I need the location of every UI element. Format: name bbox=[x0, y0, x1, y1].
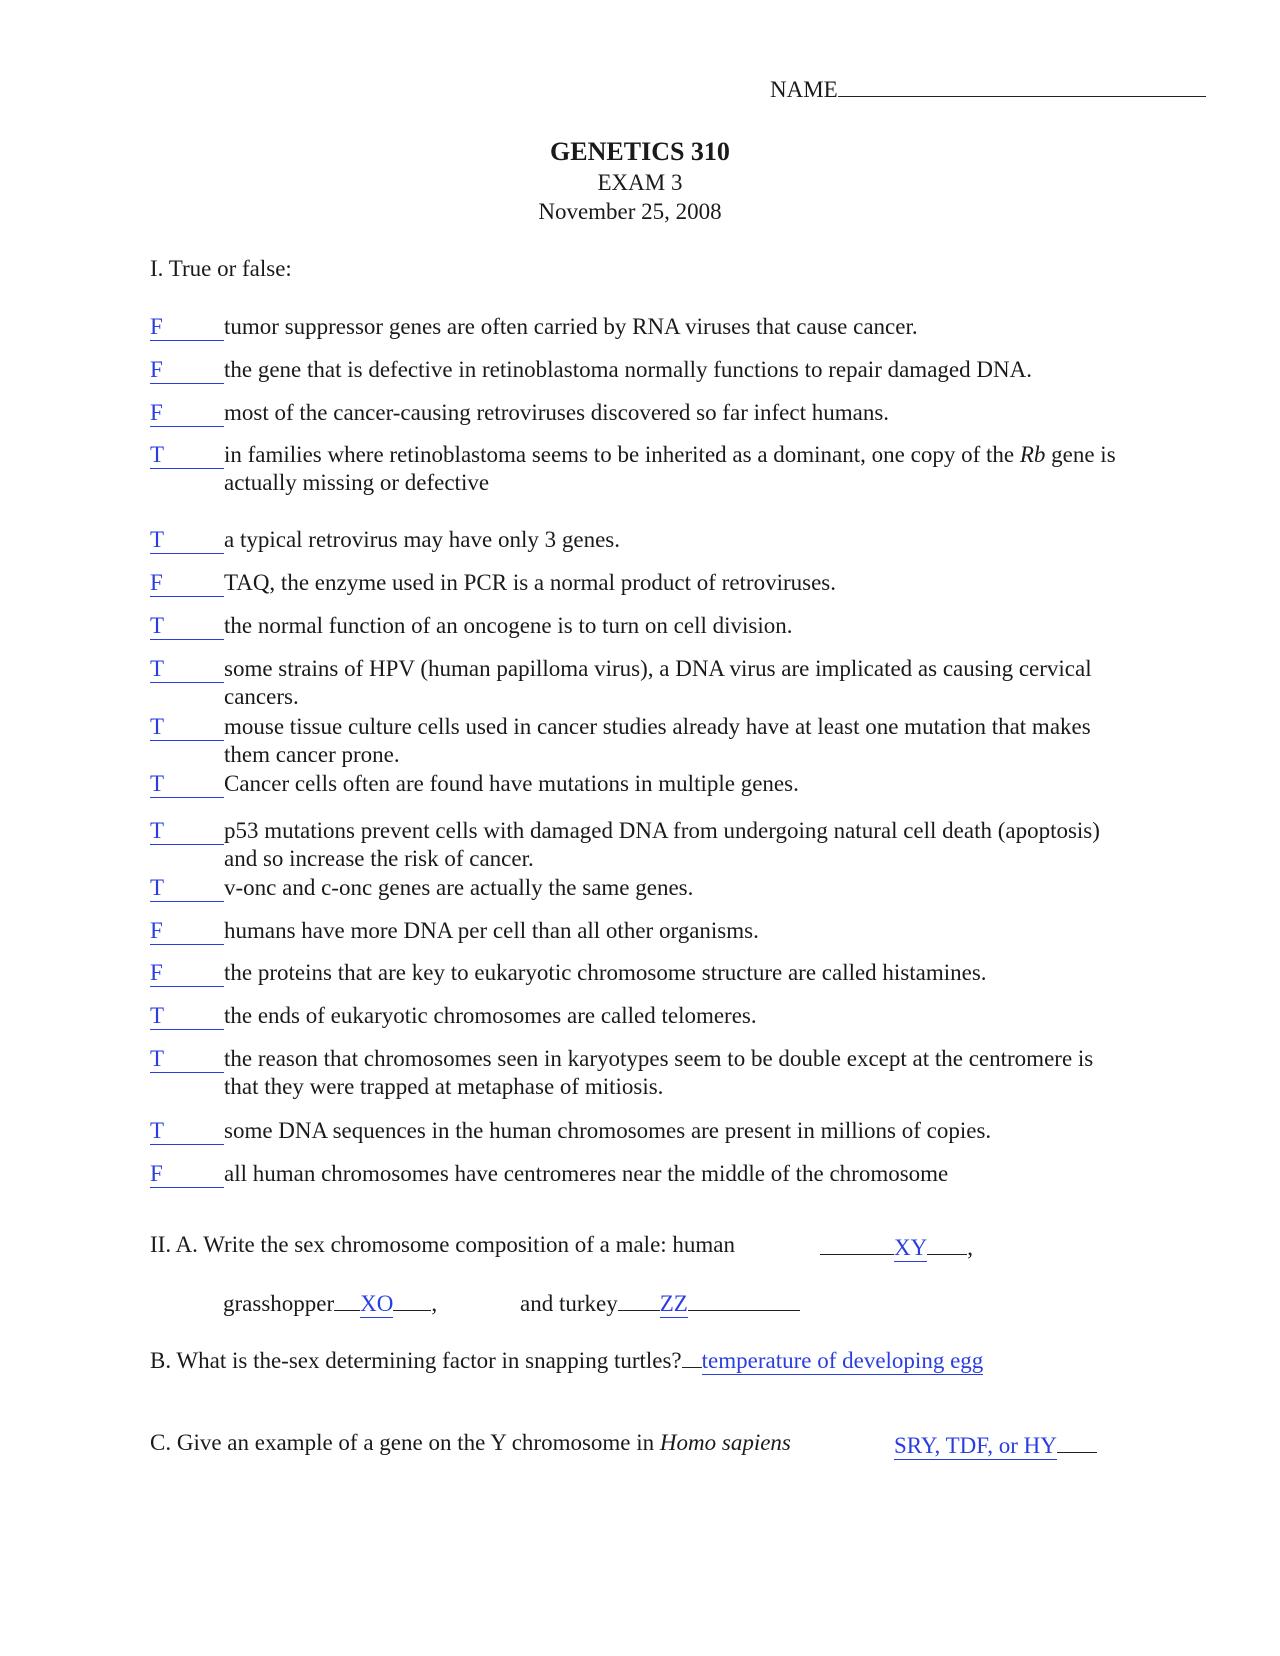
answer-blank[interactable]: T bbox=[150, 1045, 224, 1073]
true-false-item bbox=[150, 1002, 1130, 1030]
answer-blank[interactable]: T bbox=[150, 874, 224, 902]
answer-blank[interactable]: T bbox=[150, 655, 224, 683]
true-false-item bbox=[150, 817, 1130, 873]
statement-text: the proteins that are key to eukaryotic chromosome structure are called histamines. bbox=[224, 960, 987, 985]
true-false-item bbox=[150, 569, 1130, 597]
answer-blank[interactable]: F bbox=[150, 399, 224, 427]
page-title: GENETICS 310 bbox=[550, 137, 730, 166]
section-1-heading: I. True or false: bbox=[150, 256, 292, 281]
turkey-label: and turkey bbox=[520, 1291, 618, 1316]
gene-name: Rb bbox=[1019, 442, 1046, 467]
exam-date: November 25, 2008 bbox=[538, 199, 722, 224]
name-label: NAME bbox=[770, 77, 838, 102]
grasshopper-blank-lead[interactable] bbox=[334, 1288, 360, 1311]
statement-text: mouse tissue culture cells used in cancer studies already have at least one mutation that makes them cancer prone. bbox=[224, 714, 1091, 767]
answer-blank[interactable]: F bbox=[150, 959, 224, 987]
statement-text: humans have more DNA per cell than all other organisms. bbox=[224, 918, 759, 943]
true-false-item bbox=[150, 313, 1130, 341]
statement-text bbox=[224, 441, 1130, 497]
true-false-item bbox=[150, 612, 1130, 640]
section-2b-row bbox=[150, 1345, 983, 1375]
statement-text: the ends of eukaryotic chromosomes are called telomeres. bbox=[224, 1003, 757, 1028]
statement-part: gene is actually missing or defective bbox=[224, 442, 1116, 495]
section-2a-row bbox=[150, 1232, 735, 1258]
statement-text: the normal function of an oncogene is to turn on cell division. bbox=[224, 613, 793, 638]
true-false-item bbox=[150, 1160, 1130, 1188]
answer-blank[interactable]: F bbox=[150, 313, 224, 341]
statement-text: the reason that chromosomes seen in karyotypes seem to be double except at the centromere is that they were trapped at metaphase of mitiosis. bbox=[224, 1046, 1094, 1099]
true-false-item bbox=[150, 1045, 1130, 1101]
true-false-item bbox=[150, 917, 1130, 945]
true-false-item bbox=[150, 655, 1130, 711]
section-2c-prompt: C. Give an example of a gene on the Y chromosome in bbox=[150, 1430, 660, 1455]
true-false-item bbox=[150, 713, 1130, 769]
y-gene-answer-field[interactable] bbox=[894, 1430, 1097, 1460]
statement-text: TAQ, the enzyme used in PCR is a normal product of retroviruses. bbox=[224, 570, 837, 595]
answer-blank[interactable]: F bbox=[150, 356, 224, 384]
grasshopper-label: grasshopper bbox=[223, 1291, 335, 1316]
grasshopper-answer: XO bbox=[360, 1291, 394, 1316]
answer-blank[interactable]: T bbox=[150, 713, 224, 741]
exam-label: EXAM 3 bbox=[597, 170, 683, 195]
turkey-row bbox=[520, 1288, 800, 1318]
statement-text: p53 mutations prevent cells with damaged DNA from undergoing natural cell death (apoptosis) and so increase the risk of cancer. bbox=[224, 818, 1100, 871]
answer-blank[interactable]: T bbox=[150, 1117, 224, 1145]
human-answer-field[interactable] bbox=[820, 1232, 973, 1262]
answer-blank[interactable]: T bbox=[150, 526, 224, 554]
answer-blank[interactable]: T bbox=[150, 770, 224, 798]
statement-text: v-onc and c-onc genes are actually the same genes. bbox=[224, 875, 694, 900]
true-false-item bbox=[150, 874, 1130, 902]
statement-text: tumor suppressor genes are often carried by RNA viruses that cause cancer. bbox=[224, 314, 918, 339]
answer-blank[interactable]: T bbox=[150, 441, 224, 469]
name-field[interactable] bbox=[770, 74, 1206, 103]
grasshopper-row bbox=[223, 1288, 437, 1318]
human-blank-lead bbox=[820, 1232, 894, 1255]
true-false-item bbox=[150, 526, 1130, 554]
true-false-item bbox=[150, 441, 1130, 497]
section-2b-prompt: B. What is the-sex determining factor in snapping turtles? bbox=[150, 1348, 682, 1373]
statement-text: the gene that is defective in retinoblastoma normally functions to repair damaged DNA. bbox=[224, 357, 1032, 382]
answer-blank[interactable]: F bbox=[150, 917, 224, 945]
true-false-item bbox=[150, 356, 1130, 384]
answer-blank[interactable]: T bbox=[150, 612, 224, 640]
section-2a-prompt: II. A. Write the sex chromosome composition of a male: human bbox=[150, 1232, 736, 1257]
answer-blank[interactable]: F bbox=[150, 569, 224, 597]
statement-text: some DNA sequences in the human chromosomes are present in millions of copies. bbox=[224, 1118, 992, 1143]
statement-text: Cancer cells often are found have mutations in multiple genes. bbox=[224, 771, 799, 796]
true-false-item bbox=[150, 959, 1130, 987]
true-false-item bbox=[150, 399, 1130, 427]
answer-blank[interactable]: T bbox=[150, 1002, 224, 1030]
y-gene-answer: SRY, TDF, or HY bbox=[894, 1433, 1057, 1458]
statement-text: some strains of HPV (human papilloma virus), a DNA virus are implicated as causing cervical cancers. bbox=[224, 656, 1092, 709]
true-false-item bbox=[150, 1117, 1130, 1145]
turkey-answer: ZZ bbox=[659, 1291, 688, 1316]
turkey-blank-lead[interactable] bbox=[618, 1288, 660, 1311]
statement-text: most of the cancer-causing retroviruses discovered so far infect humans. bbox=[224, 400, 890, 425]
answer-blank[interactable]: T bbox=[150, 817, 224, 845]
name-blank-line[interactable] bbox=[838, 74, 1206, 97]
turtle-blank-lead[interactable] bbox=[682, 1345, 702, 1368]
grasshopper-blank-tail[interactable] bbox=[393, 1288, 431, 1311]
turtle-answer: temperature of developing egg bbox=[701, 1348, 984, 1373]
true-false-item bbox=[150, 770, 1130, 798]
turkey-blank-tail[interactable] bbox=[688, 1288, 800, 1311]
human-answer: XY bbox=[894, 1235, 928, 1260]
answer-blank[interactable]: F bbox=[150, 1160, 224, 1188]
comma: , bbox=[967, 1235, 973, 1260]
statement-text: all human chromosomes have centromeres near the middle of the chromosome bbox=[224, 1161, 949, 1186]
section-2c-row bbox=[150, 1430, 791, 1456]
comma: , bbox=[431, 1291, 438, 1316]
statement-text: a typical retrovirus may have only 3 genes. bbox=[224, 527, 620, 552]
y-gene-blank-tail bbox=[1057, 1430, 1097, 1453]
human-blank-tail bbox=[927, 1232, 967, 1255]
statement-part: in families where retinoblastoma seems to be inherited as a dominant, one copy of the bbox=[224, 442, 1020, 467]
species-name: Homo sapiens bbox=[659, 1430, 791, 1455]
